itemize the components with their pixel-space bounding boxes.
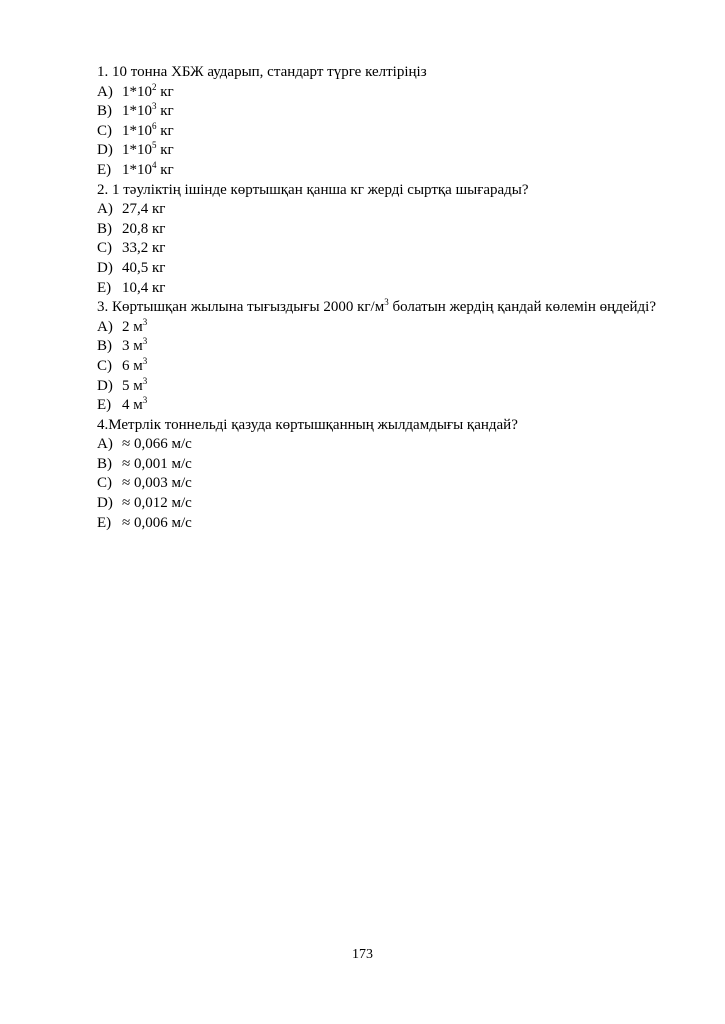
question-4-option-b	[97, 455, 677, 475]
option-value: 2 м	[122, 318, 143, 335]
option-letter: A)	[97, 318, 113, 335]
option-value: ≈ 0,066 м/с	[122, 436, 192, 453]
option-exponent: 2	[152, 81, 157, 92]
question-2-option-e	[97, 279, 677, 299]
option-letter: D)	[97, 142, 113, 159]
option-letter: A)	[97, 201, 113, 218]
option-letter: E)	[97, 397, 112, 414]
option-exponent: 5	[152, 140, 157, 151]
option-letter: D)	[97, 377, 113, 394]
option-value: 3 м	[122, 338, 143, 355]
question-text-part: болатын жердің қандай көлемін өңдейді?	[388, 299, 656, 316]
option-value: 1*10	[122, 103, 152, 120]
option-unit: кг	[156, 122, 174, 139]
question-4-text: 4.Метрлік тоннельді қазуда көртышқанның жылдамдығы қандай?	[97, 416, 518, 433]
question-text-part: 3. Көртышқан жылына тығыздығы 2000 кг/м	[97, 299, 385, 316]
option-value: 1*10	[122, 122, 152, 139]
question-4-option-d	[97, 494, 677, 514]
option-letter: E)	[97, 514, 112, 531]
option-letter: B)	[97, 220, 112, 237]
option-unit: кг	[156, 161, 174, 178]
question-3-text	[97, 298, 677, 318]
option-value: ≈ 0,003 м/с	[122, 475, 192, 492]
option-value: 40,5 кг	[122, 259, 166, 276]
option-value: 1*10	[122, 83, 152, 100]
question-4-option-e	[97, 514, 677, 534]
option-letter: C)	[97, 240, 112, 257]
option-value: 10,4 кг	[122, 279, 166, 296]
option-value: 6 м	[122, 357, 143, 374]
question-1-text: 1. 10 тонна ХБЖ аударып, стандарт түрге келтіріңіз	[97, 64, 427, 80]
option-letter: A)	[97, 83, 113, 100]
question-3-option-b	[97, 337, 677, 357]
option-exponent: 4	[152, 159, 157, 170]
question-1-option-e	[97, 161, 677, 181]
option-exponent: 3	[142, 316, 148, 327]
option-letter: B)	[97, 455, 112, 472]
question-1-option-b	[97, 102, 677, 122]
option-unit: кг	[156, 83, 174, 100]
question-text-exponent: 3	[384, 297, 389, 308]
page-number: 173	[352, 947, 373, 962]
option-letter: B)	[97, 338, 112, 355]
option-value: 4 м	[122, 397, 143, 414]
option-value: 33,2 кг	[122, 240, 166, 257]
option-exponent: 3	[142, 375, 148, 386]
quiz-content	[97, 63, 677, 533]
option-letter: C)	[97, 122, 112, 139]
option-exponent: 3	[152, 101, 157, 112]
question-2-option-c	[97, 239, 677, 259]
question-4-option-a	[97, 435, 677, 455]
option-letter: C)	[97, 357, 112, 374]
question-1-option-a	[97, 83, 677, 103]
question-1-option-d	[97, 141, 677, 161]
option-value: ≈ 0,012 м/с	[122, 495, 192, 512]
option-letter: B)	[97, 103, 112, 120]
option-exponent: 3	[142, 395, 148, 406]
option-exponent: 3	[142, 355, 148, 366]
option-value: 1*10	[122, 142, 152, 159]
option-letter: C)	[97, 475, 112, 492]
option-value: 5 м	[122, 377, 143, 394]
option-value: ≈ 0,006 м/с	[122, 514, 192, 531]
option-unit: кг	[156, 142, 174, 159]
question-2-text: 2. 1 тәуліктің ішінде көртышқан қанша кг жерді сыртқа шығарады?	[97, 181, 529, 198]
question-3-option-e	[97, 396, 677, 416]
question-3-option-d	[97, 377, 677, 397]
question-2-option-b	[97, 220, 677, 240]
option-value: ≈ 0,001 м/с	[122, 455, 192, 472]
option-letter: D)	[97, 259, 113, 276]
option-exponent: 6	[152, 120, 157, 131]
question-3-option-c	[97, 357, 677, 377]
option-value: 20,8 кг	[122, 220, 166, 237]
option-letter: E)	[97, 279, 112, 296]
option-letter: D)	[97, 495, 113, 512]
option-value: 1*10	[122, 161, 152, 178]
question-3-option-a	[97, 318, 677, 338]
question-2-option-d	[97, 259, 677, 279]
option-exponent: 3	[142, 336, 148, 347]
question-1-option-c	[97, 122, 677, 142]
option-unit: кг	[156, 103, 174, 120]
option-value: 27,4 кг	[122, 201, 166, 218]
question-4-option-c	[97, 474, 677, 494]
option-letter: A)	[97, 436, 113, 453]
option-letter: E)	[97, 161, 112, 178]
question-2-option-a	[97, 200, 677, 220]
